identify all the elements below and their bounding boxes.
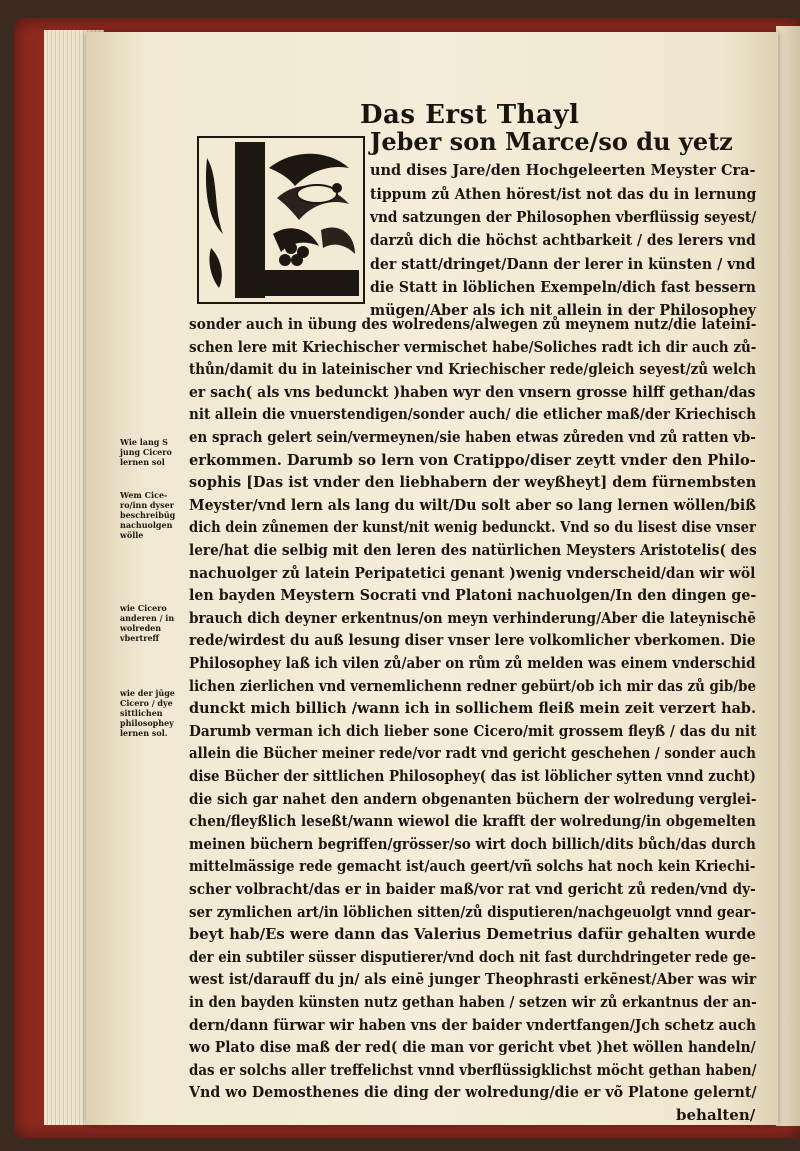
margin-note	[120, 490, 184, 540]
body-line: Vnd wo Demosthenes die ding der wolredung/die er võ Platone gelernt/	[189, 1083, 757, 1102]
page-heading: Das Erst Thayl	[360, 100, 580, 130]
body-line: lichen zierlichen vnd vernemlichenn redner gebürt/ob ich mir das zů gib/be	[189, 676, 756, 695]
margin-note-line: wölle	[120, 530, 144, 540]
body-line: chen/fleyßlich leseßt/wann wiewol die krafft der wolredung/in obgemelten	[189, 812, 756, 831]
margin-note-line: lernen sol.	[120, 728, 168, 738]
body-line: wo Plato dise maß der red( die man vor gericht vbet )het wöllen handeln/	[189, 1038, 756, 1057]
body-line: mügen/Aber als ich nit allein in der Philosophey	[370, 301, 757, 320]
body-line: der statt/dringet/Dann der lerer in künsten / vnd	[370, 254, 756, 273]
margin-note-line: wie Cicero	[120, 603, 167, 613]
body-line: behalten/	[676, 1106, 756, 1124]
body-line: die sich gar nahet den andern obgenanten büchern der wolredung verglei-	[189, 789, 757, 808]
body-line: erkommen. Darumb so lern von Cratippo/diser zeytt vnder den Philo-	[189, 450, 756, 469]
body-line: darzů dich die höchst achtbarkeit / des lerers vnd	[370, 231, 756, 250]
body-line: thůn/damit du in lateinischer vnd Kriechischer rede/gleich seyest/zů welch	[189, 360, 757, 379]
body-line: Philosophey laß ich vilen zů/aber on rům zů melden was einem vnderschid	[189, 654, 756, 672]
next-page-edge	[776, 26, 800, 1126]
body-line: sophis [Das ist vnder den liebhabern der weyßheyt] dem fürnembsten	[189, 473, 757, 492]
body-line: der ein subtiler süsser disputierer/vnd doch nit fast durchdringeter rede ge-	[189, 947, 756, 966]
body-line: en sprach gelert sein/vermeynen/sie haben etwas zůreden vnd zů ratten vb-	[189, 428, 756, 446]
margin-note-line: wie der jūge	[120, 688, 175, 698]
body-line: in den bayden künsten nutz gethan haben / setzen wir zů erkantnus der an-	[189, 993, 757, 1011]
margin-note	[120, 603, 184, 643]
margin-note-line: Wem Cice-	[120, 490, 168, 500]
body-line: len bayden Meystern Socrati vnd Platoni nachuolgen/In den dingen ge-	[189, 586, 757, 605]
margin-note-line: Cicero / dye	[120, 698, 173, 708]
bird-body	[297, 185, 337, 203]
margin-note-line: philosophey	[120, 718, 174, 728]
body-line: und dises Jare/den Hochgeleerten Meyster Cra-	[370, 161, 756, 180]
body-line: west ist/darauff du jn/ als einē junger Theophrasti erkēnest/Aber was wir	[189, 970, 757, 989]
body-line: das er solchs aller treffelichst vnnd vberflüssigklichst möcht gethan haben/	[189, 1060, 757, 1079]
margin-note-line: vbertreff	[120, 633, 160, 643]
body-line: Darumb verman ich dich lieber sone Cicero/mit grossem fleyß / das du nit	[189, 721, 757, 740]
body-line: mittelmässige rede gemacht ist/auch geert/vñ solchs hat noch kein Kriechi-	[189, 857, 756, 876]
margin-note-line: beschreibūg	[120, 510, 176, 520]
body-line: vnd satzungen der Philosophen vberflüssig seyest/	[370, 207, 757, 226]
body-line: rede/wirdest du auß lesung diser vnser lere volkomlicher vberkomen. Die	[189, 631, 756, 650]
body-line: meinen büchern begriffen/grösser/so wirt doch billich/dits bůch/das durch	[189, 834, 756, 853]
decorated-initial-letter	[197, 136, 365, 304]
body-line: er sach( als vns bedunckt )haben wyr den vnsern grosse hilff gethan/das	[189, 382, 756, 401]
body-line: lere/hat die selbig mit den leren des natürlichen Meysters Aristotelis( des	[189, 541, 757, 559]
body-line: tippum zů Athen hörest/ist not das du in lernung	[370, 184, 757, 203]
body-line: nachuolger zů latein Peripatetici genant )wenig vnderscheid/dan wir wöl	[189, 563, 756, 582]
margin-note-line: anderen / in	[120, 613, 175, 623]
margin-note-line: sittlichen	[120, 708, 163, 718]
body-line: dunckt mich billich /wann ich in sollichem fleiß mein zeit verzert hab.	[189, 699, 757, 718]
body-line: die Statt in löblichen Exempeln/dich fast bessern	[370, 277, 756, 296]
body-line: allein die Bücher meiner rede/vor radt vnd gericht geschehen / sonder auch	[189, 744, 756, 763]
margin-note	[120, 437, 184, 467]
margin-note-line: ro/inn dyser	[120, 500, 174, 510]
body-line: nit allein die vnuerstendigen/sonder auch/ die etlicher maß/der Kriechisch	[189, 405, 757, 424]
body-line: scher volbracht/das er in baider maß/vor rat vnd gericht zů reden/vnd dy-	[189, 880, 756, 898]
body-line: ser zymlichen art/in löblichen sitten/zů disputieren/nachgeuolgt vnnd gear-	[189, 902, 757, 921]
body-line: beyt hab/Es were dann das Valerius Demetrius dafür gehalten wurde	[189, 925, 756, 944]
body-line: sonder auch in übung des wolredens/alwegen zů meynem nutz/die lateini-	[189, 315, 757, 333]
ornament-illustration	[199, 138, 363, 302]
body-line: Meyster/vnd lern als lang du wilt/Du solt aber so lang lernen wöllen/biß	[189, 495, 756, 514]
body-line: dich dein zůnemen der kunst/nit wenig bedunckt. Vnd so du lisest dise vnser	[189, 518, 756, 537]
initial-base	[235, 270, 359, 296]
body-line: dern/dann fürwar wir haben vns der baider vndertfangen/Jch schetz auch	[189, 1015, 757, 1034]
body-line: brauch dich deyner erkentnus/on meyn verhinderung/Aber die lateynischē	[189, 608, 756, 627]
margin-note-line: Wie lang S	[120, 437, 168, 447]
margin-note	[120, 688, 184, 738]
body-line: dise Bücher der sittlichen Philosophey( das ist löblicher sytten vnnd zucht)	[189, 767, 756, 785]
margin-note-line: lernen sol	[120, 457, 165, 467]
margin-note-line: wolreden	[120, 623, 162, 633]
margin-note-line: jung Cicero	[120, 447, 172, 457]
margin-note-line: nachuolgen	[120, 520, 173, 530]
body-line: schen lere mit Kriechischer vermischet habe/Soliches radt ich dir auch zů-	[189, 337, 757, 356]
body-line: Jeber son Marce/so du yetz	[370, 127, 733, 156]
